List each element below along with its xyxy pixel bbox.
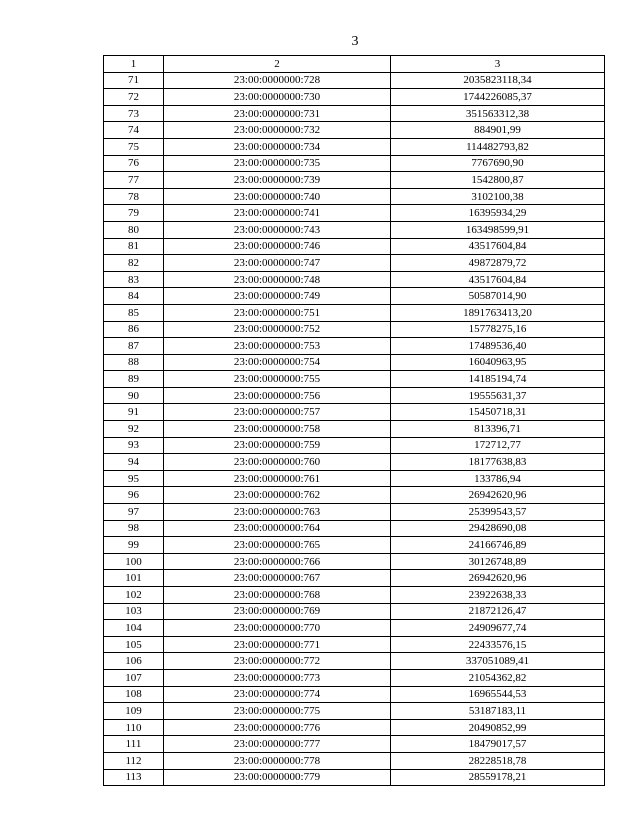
table-row [104, 553, 605, 570]
table-row [104, 72, 605, 89]
table-row [104, 454, 605, 471]
row-number-cell: 91 [104, 404, 164, 421]
cadastral-number-cell: 23:00:0000000:763 [164, 504, 391, 521]
row-number-cell: 104 [104, 620, 164, 637]
table-row [104, 205, 605, 222]
table-row [104, 387, 605, 404]
row-number-cell: 113 [104, 769, 164, 786]
value-cell: 133786,94 [391, 470, 605, 487]
value-cell: 53187183,11 [391, 703, 605, 720]
value-cell: 16395934,29 [391, 205, 605, 222]
cadastral-number-cell: 23:00:0000000:743 [164, 221, 391, 238]
value-cell: 43517604,84 [391, 271, 605, 288]
value-cell: 22433576,15 [391, 636, 605, 653]
row-number-cell: 100 [104, 553, 164, 570]
table-row [104, 703, 605, 720]
cadastral-number-cell: 23:00:0000000:752 [164, 321, 391, 338]
table-row [104, 288, 605, 305]
value-cell: 19555631,37 [391, 387, 605, 404]
value-cell: 24909677,74 [391, 620, 605, 637]
row-number-cell: 92 [104, 421, 164, 438]
cadastral-number-cell: 23:00:0000000:765 [164, 537, 391, 554]
cadastral-number-cell: 23:00:0000000:756 [164, 387, 391, 404]
table-row [104, 105, 605, 122]
table-row [104, 371, 605, 388]
value-cell: 337051089,41 [391, 653, 605, 670]
cadastral-number-cell: 23:00:0000000:779 [164, 769, 391, 786]
table-row [104, 719, 605, 736]
cadastral-number-cell: 23:00:0000000:732 [164, 122, 391, 139]
cadastral-number-cell: 23:00:0000000:735 [164, 155, 391, 172]
value-cell: 28559178,21 [391, 769, 605, 786]
cadastral-number-cell: 23:00:0000000:776 [164, 719, 391, 736]
table-row [104, 537, 605, 554]
table-row [104, 487, 605, 504]
cadastral-number-cell: 23:00:0000000:764 [164, 520, 391, 537]
value-cell: 15450718,31 [391, 404, 605, 421]
table-row [104, 221, 605, 238]
row-number-cell: 107 [104, 669, 164, 686]
table-row [104, 669, 605, 686]
header-row [104, 56, 605, 73]
row-number-cell: 82 [104, 255, 164, 272]
value-cell: 50587014,90 [391, 288, 605, 305]
row-number-cell: 106 [104, 653, 164, 670]
cadastral-number-cell: 23:00:0000000:773 [164, 669, 391, 686]
value-cell: 16040963,95 [391, 354, 605, 371]
row-number-cell: 76 [104, 155, 164, 172]
value-cell: 29428690,08 [391, 520, 605, 537]
row-number-cell: 99 [104, 537, 164, 554]
row-number-cell: 97 [104, 504, 164, 521]
table-row [104, 304, 605, 321]
row-number-cell: 98 [104, 520, 164, 537]
value-cell: 813396,71 [391, 421, 605, 438]
row-number-cell: 73 [104, 105, 164, 122]
table-row [104, 255, 605, 272]
cadastral-number-cell: 23:00:0000000:728 [164, 72, 391, 89]
table-row [104, 520, 605, 537]
cadastral-number-cell: 23:00:0000000:741 [164, 205, 391, 222]
table-row [104, 321, 605, 338]
value-cell: 351563312,38 [391, 105, 605, 122]
table-row [104, 636, 605, 653]
value-cell: 17489536,40 [391, 338, 605, 355]
row-number-cell: 93 [104, 437, 164, 454]
table-row [104, 504, 605, 521]
table-row [104, 470, 605, 487]
cadastral-number-cell: 23:00:0000000:770 [164, 620, 391, 637]
value-cell: 20490852,99 [391, 719, 605, 736]
value-cell: 25399543,57 [391, 504, 605, 521]
cadastral-number-cell: 23:00:0000000:772 [164, 653, 391, 670]
cadastral-number-cell: 23:00:0000000:777 [164, 736, 391, 753]
value-cell: 1891763413,20 [391, 304, 605, 321]
table-row [104, 620, 605, 637]
row-number-cell: 74 [104, 122, 164, 139]
table-row [104, 188, 605, 205]
table-row [104, 603, 605, 620]
table-body [104, 72, 605, 786]
table-row [104, 736, 605, 753]
table-row [104, 89, 605, 106]
cadastral-number-cell: 23:00:0000000:749 [164, 288, 391, 305]
table-row [104, 155, 605, 172]
cadastral-number-cell: 23:00:0000000:734 [164, 138, 391, 155]
value-cell: 16965544,53 [391, 686, 605, 703]
header-cell-column-1: 1 [104, 56, 164, 73]
value-cell: 3102100,38 [391, 188, 605, 205]
row-number-cell: 90 [104, 387, 164, 404]
row-number-cell: 111 [104, 736, 164, 753]
cadastral-number-cell: 23:00:0000000:778 [164, 752, 391, 769]
cadastral-number-cell: 23:00:0000000:766 [164, 553, 391, 570]
row-number-cell: 75 [104, 138, 164, 155]
row-number-cell: 112 [104, 752, 164, 769]
table-row [104, 122, 605, 139]
cadastral-number-cell: 23:00:0000000:730 [164, 89, 391, 106]
row-number-cell: 105 [104, 636, 164, 653]
row-number-cell: 103 [104, 603, 164, 620]
cadastral-number-cell: 23:00:0000000:753 [164, 338, 391, 355]
table-row [104, 271, 605, 288]
header-cell-column-2: 2 [164, 56, 391, 73]
table-row [104, 404, 605, 421]
cadastral-number-cell: 23:00:0000000:739 [164, 172, 391, 189]
row-number-cell: 87 [104, 338, 164, 355]
table-row [104, 769, 605, 786]
table-row [104, 570, 605, 587]
value-cell: 18479017,57 [391, 736, 605, 753]
row-number-cell: 84 [104, 288, 164, 305]
header-cell-column-3: 3 [391, 56, 605, 73]
value-cell: 884901,99 [391, 122, 605, 139]
cadastral-number-cell: 23:00:0000000:761 [164, 470, 391, 487]
table-row [104, 421, 605, 438]
value-cell: 18177638,83 [391, 454, 605, 471]
cadastral-table [103, 55, 605, 786]
value-cell: 49872879,72 [391, 255, 605, 272]
row-number-cell: 88 [104, 354, 164, 371]
value-cell: 23922638,33 [391, 587, 605, 604]
table-row [104, 752, 605, 769]
value-cell: 7767690,90 [391, 155, 605, 172]
value-cell: 26942620,96 [391, 487, 605, 504]
row-number-cell: 77 [104, 172, 164, 189]
cadastral-number-cell: 23:00:0000000:767 [164, 570, 391, 587]
row-number-cell: 101 [104, 570, 164, 587]
value-cell: 1744226085,37 [391, 89, 605, 106]
row-number-cell: 85 [104, 304, 164, 321]
value-cell: 26942620,96 [391, 570, 605, 587]
table-row [104, 172, 605, 189]
table-row [104, 238, 605, 255]
value-cell: 163498599,91 [391, 221, 605, 238]
value-cell: 28228518,78 [391, 752, 605, 769]
cadastral-number-cell: 23:00:0000000:731 [164, 105, 391, 122]
cadastral-number-cell: 23:00:0000000:771 [164, 636, 391, 653]
cadastral-number-cell: 23:00:0000000:769 [164, 603, 391, 620]
table-row [104, 437, 605, 454]
table-row [104, 338, 605, 355]
table-row [104, 354, 605, 371]
table-row [104, 686, 605, 703]
row-number-cell: 71 [104, 72, 164, 89]
table-row [104, 653, 605, 670]
cadastral-number-cell: 23:00:0000000:751 [164, 304, 391, 321]
row-number-cell: 80 [104, 221, 164, 238]
cadastral-number-cell: 23:00:0000000:748 [164, 271, 391, 288]
row-number-cell: 95 [104, 470, 164, 487]
cadastral-number-cell: 23:00:0000000:740 [164, 188, 391, 205]
cadastral-number-cell: 23:00:0000000:774 [164, 686, 391, 703]
table-row [104, 138, 605, 155]
value-cell: 43517604,84 [391, 238, 605, 255]
cadastral-number-cell: 23:00:0000000:757 [164, 404, 391, 421]
row-number-cell: 81 [104, 238, 164, 255]
value-cell: 21054362,82 [391, 669, 605, 686]
value-cell: 172712,77 [391, 437, 605, 454]
cadastral-number-cell: 23:00:0000000:755 [164, 371, 391, 388]
value-cell: 30126748,89 [391, 553, 605, 570]
row-number-cell: 109 [104, 703, 164, 720]
row-number-cell: 110 [104, 719, 164, 736]
row-number-cell: 94 [104, 454, 164, 471]
value-cell: 24166746,89 [391, 537, 605, 554]
row-number-cell: 96 [104, 487, 164, 504]
row-number-cell: 86 [104, 321, 164, 338]
row-number-cell: 102 [104, 587, 164, 604]
table-row [104, 587, 605, 604]
value-cell: 2035823118,34 [391, 72, 605, 89]
cadastral-number-cell: 23:00:0000000:746 [164, 238, 391, 255]
cadastral-number-cell: 23:00:0000000:754 [164, 354, 391, 371]
row-number-cell: 79 [104, 205, 164, 222]
cadastral-number-cell: 23:00:0000000:760 [164, 454, 391, 471]
row-number-cell: 78 [104, 188, 164, 205]
row-number-cell: 89 [104, 371, 164, 388]
cadastral-number-cell: 23:00:0000000:762 [164, 487, 391, 504]
value-cell: 114482793,82 [391, 138, 605, 155]
cadastral-number-cell: 23:00:0000000:768 [164, 587, 391, 604]
value-cell: 1542800,87 [391, 172, 605, 189]
cadastral-table-container [103, 55, 605, 786]
value-cell: 21872126,47 [391, 603, 605, 620]
row-number-cell: 108 [104, 686, 164, 703]
row-number-cell: 83 [104, 271, 164, 288]
value-cell: 15778275,16 [391, 321, 605, 338]
page-number: 3 [351, 34, 359, 49]
table-header [104, 56, 605, 73]
cadastral-number-cell: 23:00:0000000:758 [164, 421, 391, 438]
value-cell: 14185194,74 [391, 371, 605, 388]
cadastral-number-cell: 23:00:0000000:759 [164, 437, 391, 454]
cadastral-number-cell: 23:00:0000000:775 [164, 703, 391, 720]
row-number-cell: 72 [104, 89, 164, 106]
cadastral-number-cell: 23:00:0000000:747 [164, 255, 391, 272]
